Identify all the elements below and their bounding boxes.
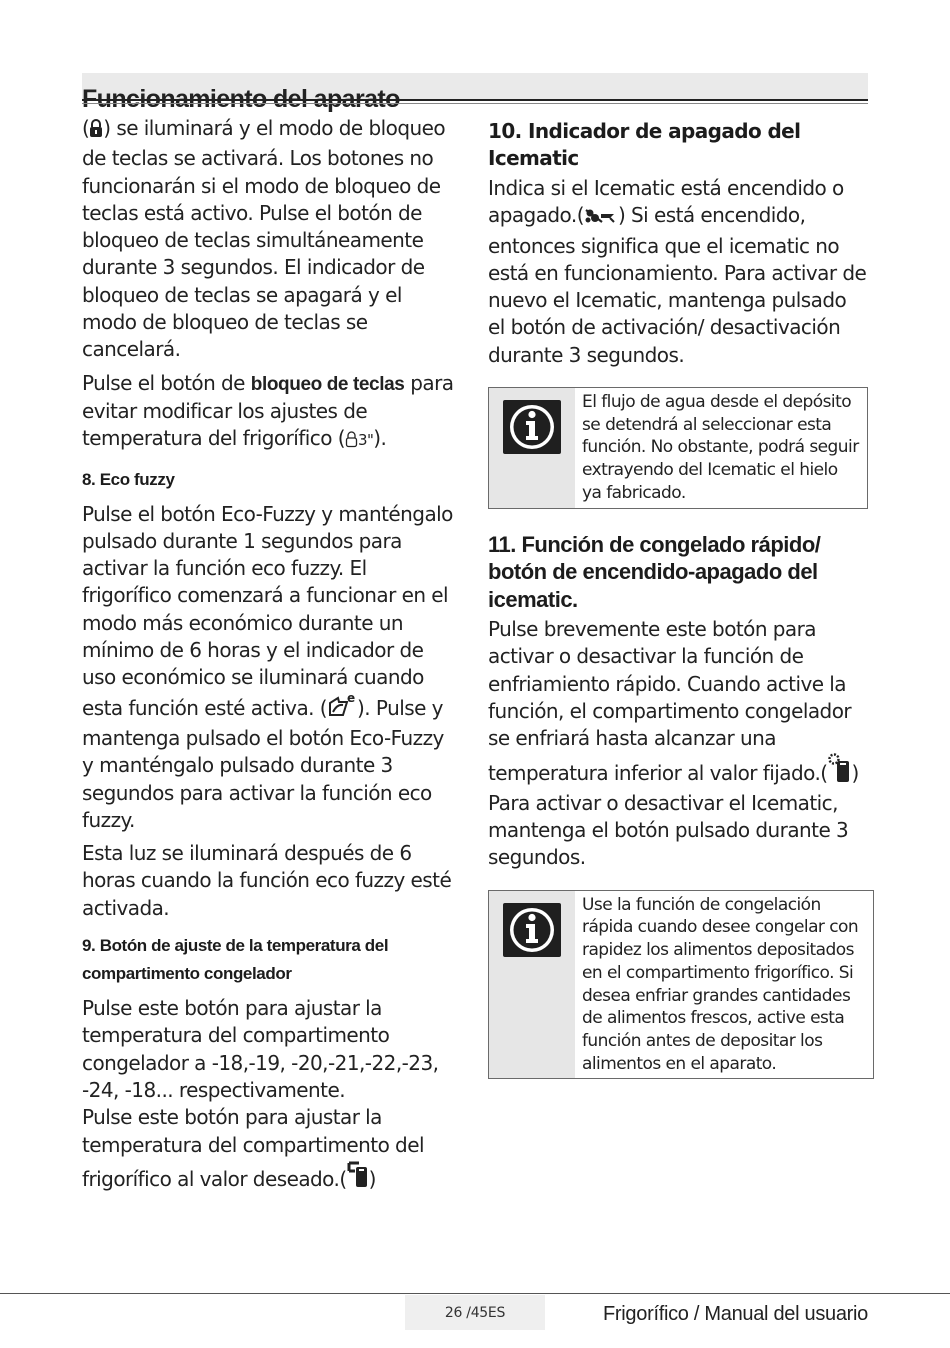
info-note-water-flow (488, 387, 868, 509)
info-note-quick-freeze-text: Use la función de congelación rápida cuando desee congelar con rapidez los alimentos depositados en el compartimento frigorífico. Si desea enfriar grandes cantidades de alimentos frescos, active esta función antes de depositar los alimentos en el aparato. (582, 894, 859, 1074)
freezer-temperature-paragraph: Pulse este botón para ajustar la temperatura del compartimento congelador a -18,-19, -20,-21,-22,-23, -24, -18... respectivamente. (82, 996, 439, 1102)
lock-icon (89, 118, 103, 145)
header-rule-thin (82, 103, 868, 104)
heading-freezer-temperature: 9. Botón de ajuste de la temperatura del compartimento congelador (82, 936, 389, 984)
key-lock-hint-paragraph: Pulse el botón de bloqueo de teclas para evitar modificar los ajustes de temperatura del frigorífico ( 3"). (82, 370, 460, 456)
key-lock-paragraph: ( ) se iluminará y el modo de bloqueo de teclas se activará. Los botones no funcionarán si el modo de bloqueo de teclas está activo. Pulse el botón de bloqueo de teclas simultáneamente durante 3 segundos. El indicador de bloqueo de teclas se apagará y el modo de bloqueo de teclas se cancelará. (82, 116, 446, 362)
info-note-icon-cell (489, 388, 575, 508)
icematic-toggle-paragraph: Para activar o desactivar el Icematic, mantenga el botón pulsado durante 3 segundos. (488, 790, 849, 870)
page-number: 26 /45ES (405, 1295, 545, 1330)
eco-leaf-icon (327, 692, 357, 725)
left-column (82, 115, 460, 1202)
heading-icematic-indicator: 10. Indicador de apagado del Icematic (488, 119, 801, 170)
heading-eco-fuzzy: 8. Eco fuzzy (82, 469, 175, 489)
footer-title: Frigorífico / Manual del usuario (603, 1303, 868, 1325)
quick-freeze-icon (828, 753, 852, 790)
info-note-water-flow-text: El flujo de agua desde el depósito se detendrá al seleccionar esta función. No obstante, podrá seguir extrayendo del Icematic el hielo ya fabricado. (582, 392, 859, 503)
fridge-temperature-paragraph: Pulse este botón para ajustar la temperatura del compartimento del frigorífico al valor deseado.( ) (82, 1104, 460, 1196)
icematic-off-icon (584, 205, 618, 232)
fridge-compartment-icon (347, 1159, 369, 1196)
header-rule (82, 99, 868, 101)
heading-quick-freeze: 11. Función de congelado rápido/ botón de encendido-apagado del icematic. (488, 531, 821, 612)
eco-fuzzy-paragraph: Pulse el botón Eco-Fuzzy y manténgalo pulsado durante 1 segundos para activar la función eco fuzzy. El frigorífico comenzará a funcionar en el modo más económico durante un mínimo de 6 horas y el indicador de uso económico se iluminará cuando esta función esté activa. ( e ). Pulse y mantenga pulsado el botón Eco-Fuzzy y manténgalo pulsado durante 3 segundos para activar la función eco fuzzy. (82, 501, 453, 832)
right-column (488, 118, 868, 1101)
info-note-icon-cell (489, 891, 575, 1079)
info-icon (503, 903, 561, 957)
icematic-indicator-paragraph: Indica si el Icematic está encendido o apagado.( ) Si está encendido, entonces significa que el icematic no está en funcionamiento. Para activar de nuevo el Icematic, mantenga pulsado el botón de activación/ desactivación durante 3 segundos. (488, 176, 867, 367)
svg-text:e: e (347, 691, 355, 705)
quick-freeze-paragraph: Pulse brevemente este botón para activar o desactivar la función de enfriamiento rápido. Cuando active la función, el compartimento congelador se enfriará hasta alcanzar una temperatura inferior al valor fijado.( ) (488, 616, 868, 790)
lock-icon-text: 3" (357, 431, 374, 450)
key-lock-keyword: bloqueo de teclas (250, 373, 405, 395)
info-icon (503, 400, 561, 454)
info-note-quick-freeze (488, 890, 874, 1080)
eco-fuzzy-light-paragraph: Esta luz se iluminará después de 6 horas cuando la función eco fuzzy esté activada. (82, 841, 452, 920)
footer-rule (0, 1293, 950, 1294)
lock-outline-icon (345, 428, 358, 455)
